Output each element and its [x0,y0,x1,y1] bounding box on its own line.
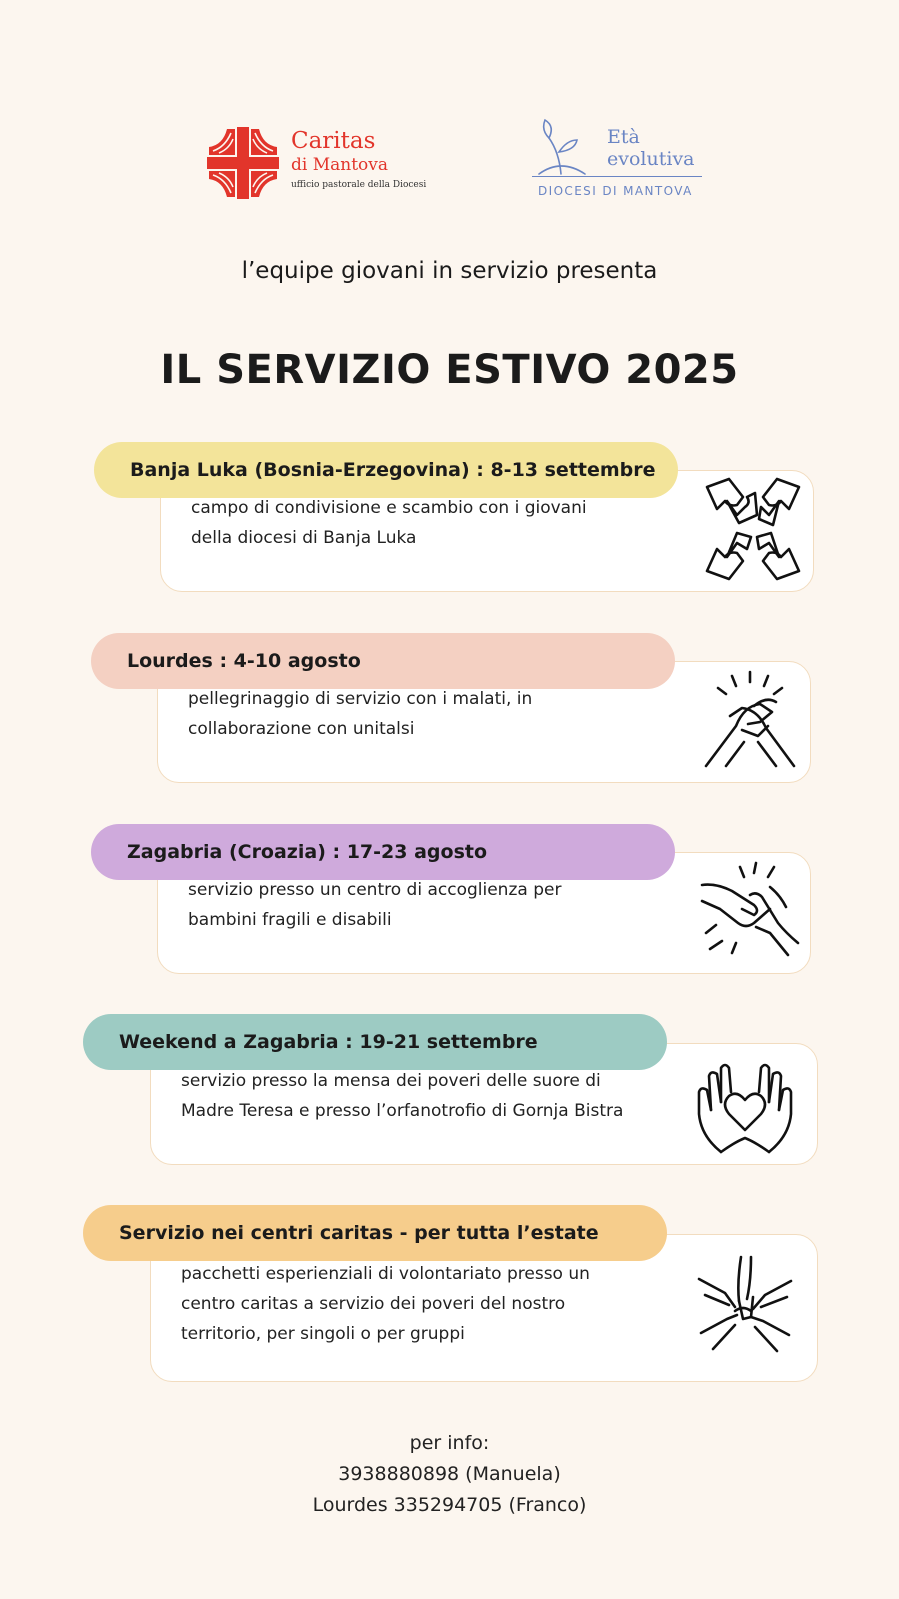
clasped-hands-icon [696,666,804,774]
service-description [181,1259,590,1349]
service-description [188,684,532,744]
caritas-name: Caritas [291,128,376,154]
service-description [188,875,561,935]
service-description-line: centro caritas a servizio dei poveri del nostro [181,1294,566,1314]
eta-logo-diocese: DIOCESI DI MANTOVA [538,184,693,198]
eta-logo-line2: evolutiva [607,148,695,170]
team-hands-icon [691,1253,799,1361]
service-description [191,493,587,553]
caritas-tagline: ufficio pastorale della Diocesi [291,180,427,190]
eta-logo-line1: Età [607,126,640,148]
puzzle-hands-icon [699,475,807,583]
info-contact-manuela: 3938880898 (Manuela) [338,1463,561,1485]
service-description-line: pellegrinaggio di servizio con i malati, in [188,689,533,709]
info-label: per info: [409,1432,490,1454]
service-heading-lourdes: Lourdes : 4-10 agosto [91,633,675,689]
service-description-line: servizio presso un centro di accoglienza per [188,880,562,900]
caritas-subname: di Mantova [291,155,389,175]
service-heading-zagabria: Zagabria (Croazia) : 17-23 agosto [91,824,675,880]
service-heading-centri-caritas: Servizio nei centri caritas - per tutta l’estate [83,1205,667,1261]
service-description-line: collaborazione con unitalsi [188,719,415,739]
heart-hands-icon [691,1052,799,1160]
info-section [0,1428,899,1521]
service-description-line: bambini fragili e disabili [188,910,392,930]
service-description-line: territorio, per singoli o per gruppi [181,1324,465,1344]
info-contact-franco: Lourdes 335294705 (Franco) [312,1494,587,1516]
helping-hands-icon [696,857,804,965]
service-description-line: della diocesi di Banja Luka [191,528,417,548]
service-description-line: campo di condivisione e scambio con i giovani [191,498,587,518]
caritas-cross-icon [205,125,281,201]
eta-evolutiva-logo [532,118,712,208]
sprout-icon [537,118,587,176]
service-description-line: servizio presso la mensa dei poveri delle suore di [181,1071,601,1091]
page-title: IL SERVIZIO ESTIVO 2025 [160,347,739,393]
service-description-line: pacchetti esperienziali di volontariato presso un [181,1264,590,1284]
service-heading-weekend-zagabria: Weekend a Zagabria : 19-21 settembre [83,1014,667,1070]
page-subtitle: l’equipe giovani in servizio presenta [241,258,658,284]
service-description-line: Madre Teresa e presso l’orfanotrofio di Gornja Bistra [181,1101,624,1121]
caritas-logo [205,125,427,205]
service-description [181,1066,623,1126]
eta-logo-rule [532,176,702,177]
service-heading-banja-luka: Banja Luka (Bosnia-Erzegovina) : 8-13 settembre [94,442,678,498]
